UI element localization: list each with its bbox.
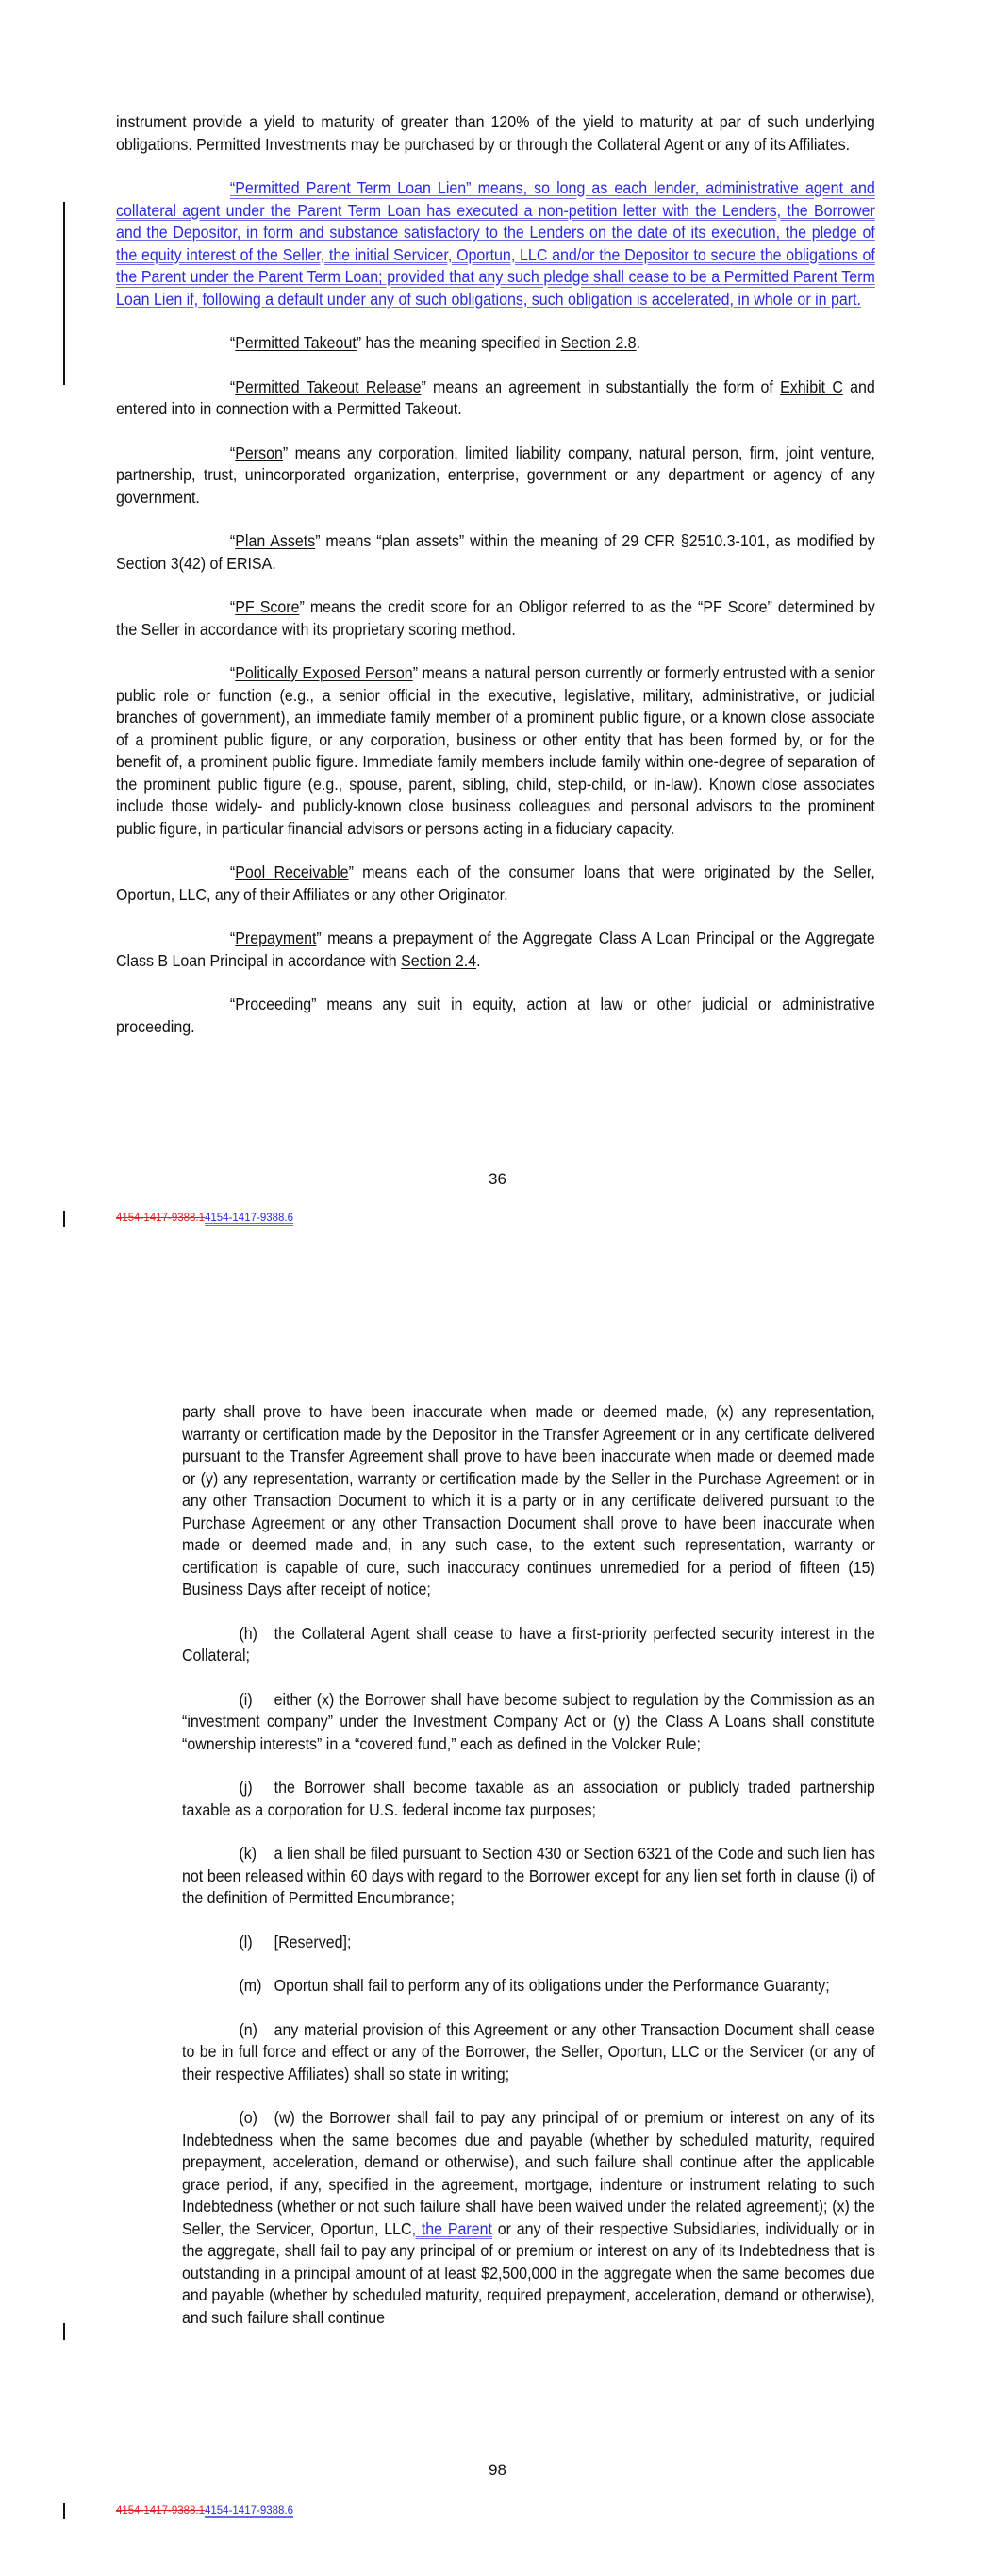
change-bar (63, 2503, 65, 2519)
defined-term: Plan Assets (235, 531, 316, 550)
inserted-text: , the Parent (411, 2218, 492, 2238)
document-id (116, 2505, 293, 2517)
defined-term: Permitted Takeout (235, 333, 357, 352)
clause-i: (i) either (x) the Borrower shall have become subject to regulation by the Commission as an “investment company” under the Investment Company Act or (y) the Class A Loans shall constitute “ownership interests” in a “covered fund,” each as defined in the Volcker Rule; (182, 1689, 875, 1753)
clause-o: (o) (w) the Borrower shall fail to pay any principal of or premium or interest on any of its Indebtedness when the same becomes due and payable (whether by scheduled maturity, required prepayment, acceleration, demand or otherwise), and such failure shall continue after the applicable grace period, if any, specified in the agreement, mortgage, indenture or instrument relating to such Indebtedness (whether or not such failure shall have been waived under the related agreement); (x) the Seller, the Servicer, Oportun, LLC, the Parent or any of their respective Subsidiaries, individually or in the aggregate, shall fail to pay any principal of or premium or interest on any of its Indebtedness that is outstanding in a principal amount of at least $2,500,000 in the aggregate when the same becomes due and payable (whether by scheduled maturity, required prepayment, acceleration, demand or otherwise), and such failure shall continue (182, 2108, 875, 2327)
defined-term: Pool Receivable (235, 862, 349, 881)
definition-pf-score: “PF Score” means the credit score for an Obligor referred to as the “PF Score” determined by the Seller in accordance with its proprietary scoring method. (116, 597, 875, 639)
defined-term: Proceeding (235, 995, 312, 1013)
change-bar (63, 2323, 65, 2340)
inserted-text: 4154-1417-9388.6 (205, 1213, 293, 1224)
definition-permitted-takeout-release: “Permitted Takeout Release” means an agreement in substantially the form of Exhibit C and entered into in connection with a Permitted Takeout. (116, 376, 875, 418)
clause-l: (l) [Reserved]; (239, 1932, 352, 1951)
clause-j: (j) the Borrower shall become taxable as an association or publicly traded partnership taxable as a corporation for U.S. federal income tax purposes; (182, 1778, 875, 1819)
page-number: 98 (489, 2461, 506, 2479)
clause-k: (k) a lien shall be filed pursuant to Section 430 or Section 6321 of the Code and such lien has not been released within 60 days with regard to the Borrower except for any lien set forth in clause (i) of the definition of Permitted Encumbrance; (182, 1844, 875, 1907)
defined-term: PF Score (235, 597, 300, 616)
defined-term: Prepayment (235, 928, 317, 947)
paragraph-permitted-investments-continued: instrument provide a yield to maturity of greater than 120% of the yield to maturity at par of such underlying obligations. Permitted Investments may be purchased by or through the Collateral Agent or any of its Affiliates. (116, 112, 875, 154)
page-98-body (182, 1401, 875, 2350)
inserted-text: “Permitted Parent Term Loan Lien” means, so long as each lender, administrative agent and collateral agent under the Parent Term Loan has executed a non-petition letter with the Lenders, the Borrower and the Depositor, in form and substance satisfactory to the Lenders on the date of its execution, the pledge of the equity interest of the Seller, the initial Servicer, Oportun, LLC and/or the Depositor to secure the obligations of the Parent under the Parent Term Loan; provided that any such pledge shall cease to be a Permitted Parent Term Loan Lien if, following a default under any of such obligations, such obligation is accelerated, in whole or in part. (116, 178, 875, 309)
page-36-body (116, 111, 875, 1060)
definition-plan-assets: “Plan Assets” means “plan assets” within the meaning of 29 CFR §2510.3-101, as modified by Section 3(42) of ERISA. (116, 531, 875, 573)
definition-proceeding: “Proceeding” means any suit in equity, action at law or other judicial or administrative proceeding. (116, 995, 875, 1036)
definition-pool-receivable: “Pool Receivable” means each of the consumer loans that were originated by the Seller, Oportun, LLC, any of their Affiliates or any other Originator. (116, 862, 875, 904)
exhibit-reference-link[interactable]: Exhibit C (780, 376, 843, 396)
change-bar (63, 202, 65, 385)
clause-n: (n) any material provision of this Agreement or any other Transaction Document shall cease to be in full force and effect or any of the Borrower, the Seller, Oportun, LLC or the Servicer (or any of their respective Affiliates) shall so state in writing; (182, 2019, 875, 2083)
inserted-text: 4154-1417-9388.6 (205, 2505, 293, 2517)
paragraph-clause-g-continued: party shall prove to have been inaccurate when made or deemed made, (x) any representation, warranty or certification made by the Depositor in the Transfer Agreement or in any certificate delivered pursuant to the Transfer Agreement shall prove to have been inaccurate when made or deemed made or (y) any representation, warranty or certification made by the Seller in the Purchase Agreement or in any other Transaction Document to which it is a party or in any certificate delivered pursuant to the Purchase Agreement or any other Transaction Document shall prove to have been inaccurate when made or deemed made and, in any such case, to the extent such representation, warranty or certification is capable of cure, such inaccuracy continues unremedied for a period of fifteen (15) Business Days after receipt of notice; (182, 1402, 875, 1598)
document-id (116, 1213, 293, 1224)
definition-permitted-parent-term-loan-lien (116, 177, 875, 310)
clause-m: (m) Oportun shall fail to perform any of its obligations under the Performance Guaranty; (239, 1976, 830, 1995)
defined-term: Person (235, 443, 283, 462)
defined-term: Permitted Takeout Release (235, 376, 422, 396)
page-number: 36 (489, 1170, 506, 1188)
definition-person: “Person” means any corporation, limited liability company, natural person, firm, joint venture, partnership, trust, unincorporated organization, enterprise, government or any department or agency of any government. (116, 443, 875, 507)
definition-permitted-takeout: “Permitted Takeout” has the meaning specified in Section 2.8. (229, 333, 641, 352)
section-reference-link[interactable]: Section 2.8 (560, 333, 637, 352)
clause-h: (h) the Collateral Agent shall cease to have a first-priority perfected security interest in the Collateral; (182, 1623, 875, 1664)
defined-term: Politically Exposed Person (235, 663, 413, 682)
deleted-text: 4154-1417-9388.1 (116, 1213, 205, 1224)
section-reference-link[interactable]: Section 2.4 (401, 950, 477, 970)
deleted-text: 4154-1417-9388.1 (116, 2505, 205, 2517)
change-bar (63, 1211, 65, 1227)
definition-prepayment: “Prepayment” means a prepayment of the Aggregate Class A Loan Principal or the Aggregate Class B Loan Principal in accordance with Section 2.4. (116, 928, 875, 970)
definition-politically-exposed-person: “Politically Exposed Person” means a natural person currently or formerly entrusted with a senior public role or function (e.g., a senior official in the executive, legislative, military, administrative, or judicial branches of government), an immediate family member of a prominent public figure, or a known close associate of a prominent public figure, or any corporation, business or other entity that has been formed by, or for the benefit of, a prominent public figure. Immediate family members include family within one-degree of separation of the prominent public figure (e.g., spouse, parent, sibling, child, step-child, or in-law). Known close associates include those widely- and publicly-known close business colleagues and personal advisors to the prominent public figure, in particular financial advisors or persons acting in a fiduciary capacity. (116, 663, 875, 838)
